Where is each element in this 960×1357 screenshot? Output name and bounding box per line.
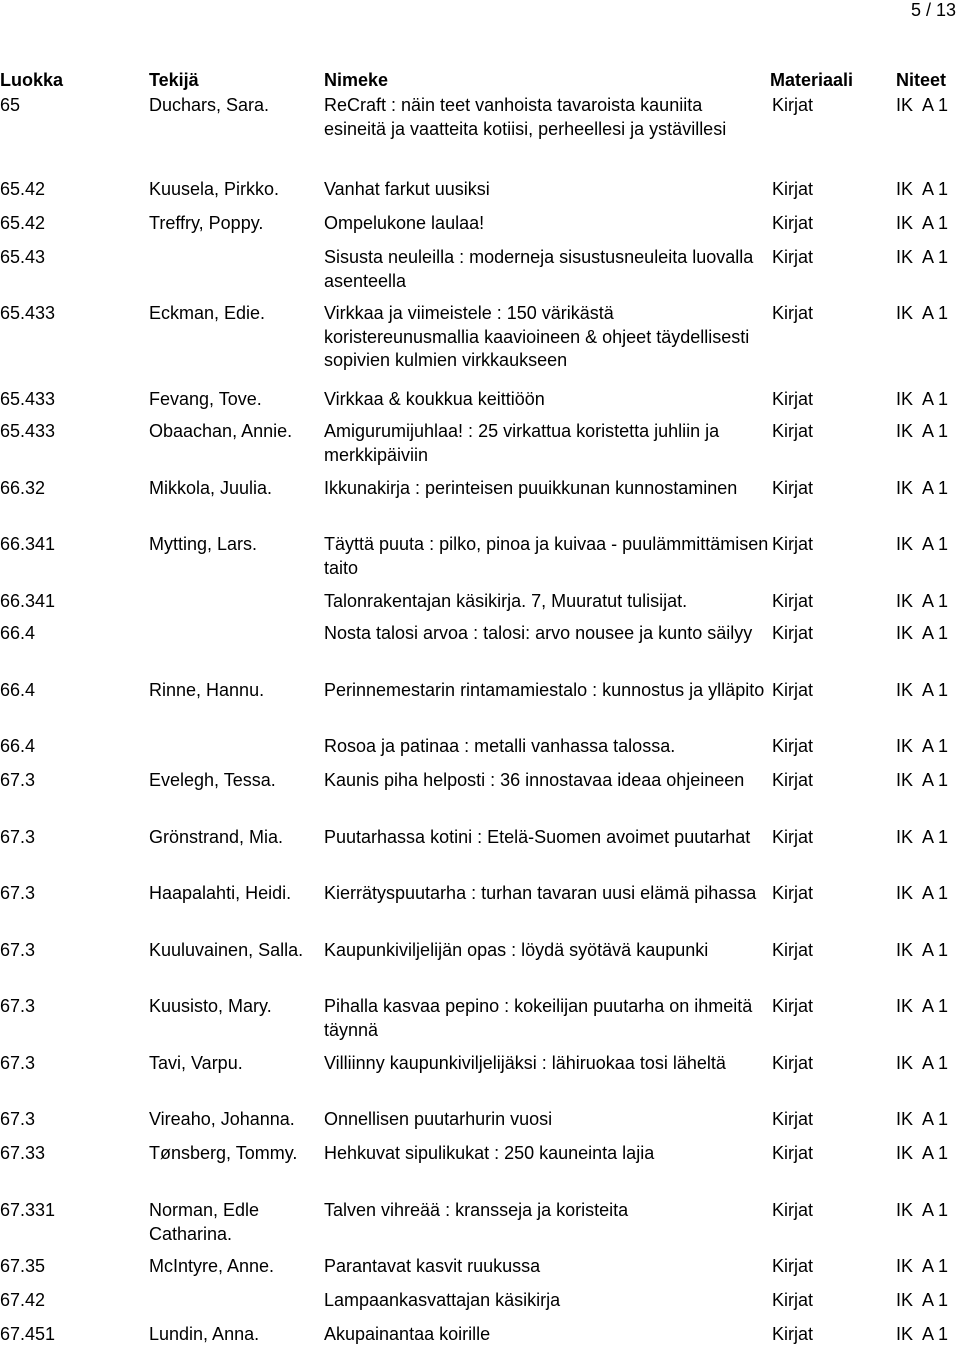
table-row bbox=[0, 590, 960, 622]
cell-luokka: 67.3 bbox=[0, 1053, 36, 1073]
table-row bbox=[0, 679, 960, 735]
table-row bbox=[0, 735, 960, 769]
cell-luokka: 65.433 bbox=[0, 421, 56, 441]
cell-niteet: IK A 1 bbox=[896, 421, 949, 441]
cell-tekija: Norman, Edle Catharina. bbox=[149, 1200, 260, 1244]
cell-luokka: 65 bbox=[0, 95, 21, 115]
cell-materiaali: Kirjat bbox=[772, 1143, 814, 1163]
cell-materiaali: Kirjat bbox=[772, 95, 814, 115]
cell-materiaali: Kirjat bbox=[772, 534, 814, 554]
cell-luokka: 67.3 bbox=[0, 1109, 36, 1129]
cell-materiaali: Kirjat bbox=[772, 940, 814, 960]
table-row bbox=[0, 622, 960, 679]
table-row bbox=[0, 178, 960, 212]
cell-niteet: IK A 1 bbox=[896, 1200, 949, 1220]
cell-nimeke: Talven vihreää : kransseja ja koristeita bbox=[324, 1200, 629, 1220]
cell-luokka: 66.341 bbox=[0, 534, 56, 554]
table-row bbox=[0, 1142, 960, 1199]
cell-nimeke: Pihalla kasvaa pepino : kokeilijan puutarha on ihmeitä täynnä bbox=[324, 996, 753, 1040]
table-row bbox=[0, 1108, 960, 1142]
cell-nimeke: Lampaankasvattajan käsikirja bbox=[324, 1290, 561, 1310]
cell-niteet: IK A 1 bbox=[896, 940, 949, 960]
cell-luokka: 67.3 bbox=[0, 770, 36, 790]
cell-materiaali: Kirjat bbox=[772, 213, 814, 233]
cell-luokka: 66.4 bbox=[0, 623, 36, 643]
table-row bbox=[0, 995, 960, 1052]
cell-tekija: McIntyre, Anne. bbox=[149, 1256, 275, 1276]
cell-nimeke: Puutarhassa kotini : Etelä-Suomen avoimet puutarhat bbox=[324, 827, 751, 847]
cell-luokka: 67.331 bbox=[0, 1200, 56, 1220]
cell-nimeke: Sisusta neuleilla : moderneja sisustusneuleita luovalla asenteella bbox=[324, 247, 754, 291]
cell-nimeke: Virkkaa ja viimeistele : 150 värikästä koristereunusmallia kaavioineen & ohjeet täydellisesti sopivien kulmien virkkaukseen bbox=[324, 303, 750, 370]
cell-materiaali: Kirjat bbox=[772, 883, 814, 903]
cell-luokka: 67.451 bbox=[0, 1324, 56, 1344]
cell-materiaali: Kirjat bbox=[772, 1256, 814, 1276]
cell-niteet: IK A 1 bbox=[896, 883, 949, 903]
cell-nimeke: Hehkuvat sipulikukat : 250 kauneinta lajia bbox=[324, 1143, 655, 1163]
cell-materiaali: Kirjat bbox=[772, 680, 814, 700]
cell-niteet: IK A 1 bbox=[896, 534, 949, 554]
cell-niteet: IK A 1 bbox=[896, 247, 949, 267]
cell-materiaali: Kirjat bbox=[772, 421, 814, 441]
cell-luokka: 65.42 bbox=[0, 213, 46, 233]
header-materiaali: Materiaali bbox=[770, 70, 854, 90]
cell-tekija: Tønsberg, Tommy. bbox=[149, 1143, 298, 1163]
cell-nimeke: Täyttä puuta : pilko, pinoa ja kuivaa - puulämmittämisen taito bbox=[324, 534, 769, 578]
cell-nimeke: Perinnemestarin rintamamiestalo : kunnostus ja ylläpito bbox=[324, 680, 765, 700]
cell-niteet: IK A 1 bbox=[896, 1053, 949, 1073]
cell-tekija: Haapalahti, Heidi. bbox=[149, 883, 292, 903]
cell-materiaali: Kirjat bbox=[772, 247, 814, 267]
cell-tekija: Eckman, Edie. bbox=[149, 303, 266, 323]
cell-niteet: IK A 1 bbox=[896, 213, 949, 233]
table-row bbox=[0, 246, 960, 302]
cell-tekija: Obaachan, Annie. bbox=[149, 421, 293, 441]
cell-materiaali: Kirjat bbox=[772, 1290, 814, 1310]
cell-niteet: IK A 1 bbox=[896, 179, 949, 199]
cell-tekija: Fevang, Tove. bbox=[149, 389, 262, 409]
table-row bbox=[0, 1199, 960, 1255]
cell-niteet: IK A 1 bbox=[896, 623, 949, 643]
cell-niteet: IK A 1 bbox=[896, 1256, 949, 1276]
table-row bbox=[0, 1052, 960, 1108]
cell-tekija: Rinne, Hannu. bbox=[149, 680, 265, 700]
cell-materiaali: Kirjat bbox=[772, 591, 814, 611]
cell-materiaali: Kirjat bbox=[772, 623, 814, 643]
table-header bbox=[0, 66, 960, 94]
cell-niteet: IK A 1 bbox=[896, 827, 949, 847]
table-row bbox=[0, 826, 960, 882]
cell-nimeke: Villiinny kaupunkiviljelijäksi : lähiruokaa tosi läheltä bbox=[324, 1053, 726, 1073]
cell-niteet: IK A 1 bbox=[896, 770, 949, 790]
cell-materiaali: Kirjat bbox=[772, 303, 814, 323]
cell-materiaali: Kirjat bbox=[772, 736, 814, 756]
cell-niteet: IK A 1 bbox=[896, 1290, 949, 1310]
cell-niteet: IK A 1 bbox=[896, 1109, 949, 1129]
cell-luokka: 66.341 bbox=[0, 591, 56, 611]
cell-luokka: 67.35 bbox=[0, 1256, 46, 1276]
cell-niteet: IK A 1 bbox=[896, 591, 949, 611]
cell-luokka: 67.3 bbox=[0, 883, 36, 903]
cell-nimeke: Kaunis piha helposti : 36 innostavaa ideaa ohjeineen bbox=[324, 770, 745, 790]
cell-luokka: 67.3 bbox=[0, 827, 36, 847]
cell-luokka: 67.33 bbox=[0, 1143, 46, 1163]
cell-luokka: 65.43 bbox=[0, 247, 46, 267]
table-row bbox=[0, 1323, 960, 1357]
cell-nimeke: Amigurumijuhlaa! : 25 virkattua koristetta juhliin ja merkkipäiviin bbox=[324, 421, 720, 465]
table-row bbox=[0, 212, 960, 246]
cell-materiaali: Kirjat bbox=[772, 1109, 814, 1129]
cell-nimeke: Vanhat farkut uusiksi bbox=[324, 179, 490, 199]
table-row bbox=[0, 882, 960, 939]
cell-niteet: IK A 1 bbox=[896, 996, 949, 1016]
table-row bbox=[0, 94, 960, 178]
cell-nimeke: Kaupunkiviljelijän opas : löydä syötävä kaupunki bbox=[324, 940, 709, 960]
cell-nimeke: Virkkaa & koukkua keittiöön bbox=[324, 389, 545, 409]
cell-luokka: 65.433 bbox=[0, 303, 56, 323]
cell-materiaali: Kirjat bbox=[772, 1200, 814, 1220]
cell-tekija: Duchars, Sara. bbox=[149, 95, 270, 115]
cell-niteet: IK A 1 bbox=[896, 389, 949, 409]
cell-nimeke: Parantavat kasvit ruukussa bbox=[324, 1256, 541, 1276]
cell-niteet: IK A 1 bbox=[896, 478, 949, 498]
cell-niteet: IK A 1 bbox=[896, 736, 949, 756]
cell-luokka: 67.3 bbox=[0, 940, 36, 960]
cell-materiaali: Kirjat bbox=[772, 770, 814, 790]
cell-nimeke: Talonrakentajan käsikirja. 7, Muuratut tulisijat. bbox=[324, 591, 688, 611]
cell-niteet: IK A 1 bbox=[896, 1143, 949, 1163]
cell-nimeke: Ikkunakirja : perinteisen puuikkunan kunnostaminen bbox=[324, 478, 738, 498]
cell-nimeke: Ompelukone laulaa! bbox=[324, 213, 485, 233]
cell-luokka: 66.4 bbox=[0, 736, 36, 756]
cell-tekija: Kuuluvainen, Salla. bbox=[149, 940, 304, 960]
cell-luokka: 65.433 bbox=[0, 389, 56, 409]
cell-materiaali: Kirjat bbox=[772, 478, 814, 498]
header-luokka: Luokka bbox=[0, 70, 64, 90]
table-row bbox=[0, 420, 960, 477]
table-body bbox=[0, 94, 960, 1357]
table-row bbox=[0, 769, 960, 826]
cell-materiaali: Kirjat bbox=[772, 827, 814, 847]
cell-tekija: Kuusela, Pirkko. bbox=[149, 179, 280, 199]
table-row bbox=[0, 388, 960, 420]
cell-tekija: Treffry, Poppy. bbox=[149, 213, 264, 233]
cell-tekija: Lundin, Anna. bbox=[149, 1324, 260, 1344]
cell-tekija: Evelegh, Tessa. bbox=[149, 770, 276, 790]
cell-nimeke: Onnellisen puutarhurin vuosi bbox=[324, 1109, 553, 1129]
cell-niteet: IK A 1 bbox=[896, 303, 949, 323]
cell-luokka: 65.42 bbox=[0, 179, 46, 199]
table-row bbox=[0, 477, 960, 533]
table-row bbox=[0, 1289, 960, 1323]
cell-luokka: 66.4 bbox=[0, 680, 36, 700]
cell-tekija: Tavi, Varpu. bbox=[149, 1053, 243, 1073]
header-nimeke: Nimeke bbox=[324, 70, 389, 90]
cell-nimeke: Kierrätyspuutarha : turhan tavaran uusi elämä pihassa bbox=[324, 883, 757, 903]
cell-luokka: 67.3 bbox=[0, 996, 36, 1016]
cell-luokka: 67.42 bbox=[0, 1290, 46, 1310]
cell-materiaali: Kirjat bbox=[772, 1053, 814, 1073]
cell-nimeke: ReCraft : näin teet vanhoista tavaroista kauniita esineitä ja vaatteita kotiisi, perheellesi ja ystävillesi bbox=[324, 95, 727, 139]
cell-niteet: IK A 1 bbox=[896, 680, 949, 700]
cell-nimeke: Akupainantaa koirille bbox=[324, 1324, 491, 1344]
table-row bbox=[0, 302, 960, 388]
cell-nimeke: Rosoa ja patinaa : metalli vanhassa talossa. bbox=[324, 736, 676, 756]
header-tekija: Tekijä bbox=[149, 70, 199, 90]
cell-tekija: Mytting, Lars. bbox=[149, 534, 258, 554]
table-row bbox=[0, 939, 960, 995]
cell-tekija: Kuusisto, Mary. bbox=[149, 996, 272, 1016]
cell-niteet: IK A 1 bbox=[896, 95, 949, 115]
header-niteet: Niteet bbox=[896, 70, 947, 90]
cell-tekija: Vireaho, Johanna. bbox=[149, 1109, 295, 1129]
table-row bbox=[0, 1255, 960, 1289]
cell-luokka: 66.32 bbox=[0, 478, 46, 498]
page-number: 5 / 13 bbox=[910, 0, 956, 20]
catalog-table bbox=[0, 66, 960, 1357]
cell-materiaali: Kirjat bbox=[772, 996, 814, 1016]
cell-materiaali: Kirjat bbox=[772, 389, 814, 409]
cell-tekija: Grönstrand, Mia. bbox=[149, 827, 284, 847]
cell-tekija: Mikkola, Juulia. bbox=[149, 478, 273, 498]
table-row bbox=[0, 533, 960, 590]
cell-materiaali: Kirjat bbox=[772, 1324, 814, 1344]
cell-niteet: IK A 1 bbox=[896, 1324, 949, 1344]
cell-nimeke: Nosta talosi arvoa : talosi: arvo nousee ja kunto säilyy bbox=[324, 623, 753, 643]
cell-materiaali: Kirjat bbox=[772, 179, 814, 199]
